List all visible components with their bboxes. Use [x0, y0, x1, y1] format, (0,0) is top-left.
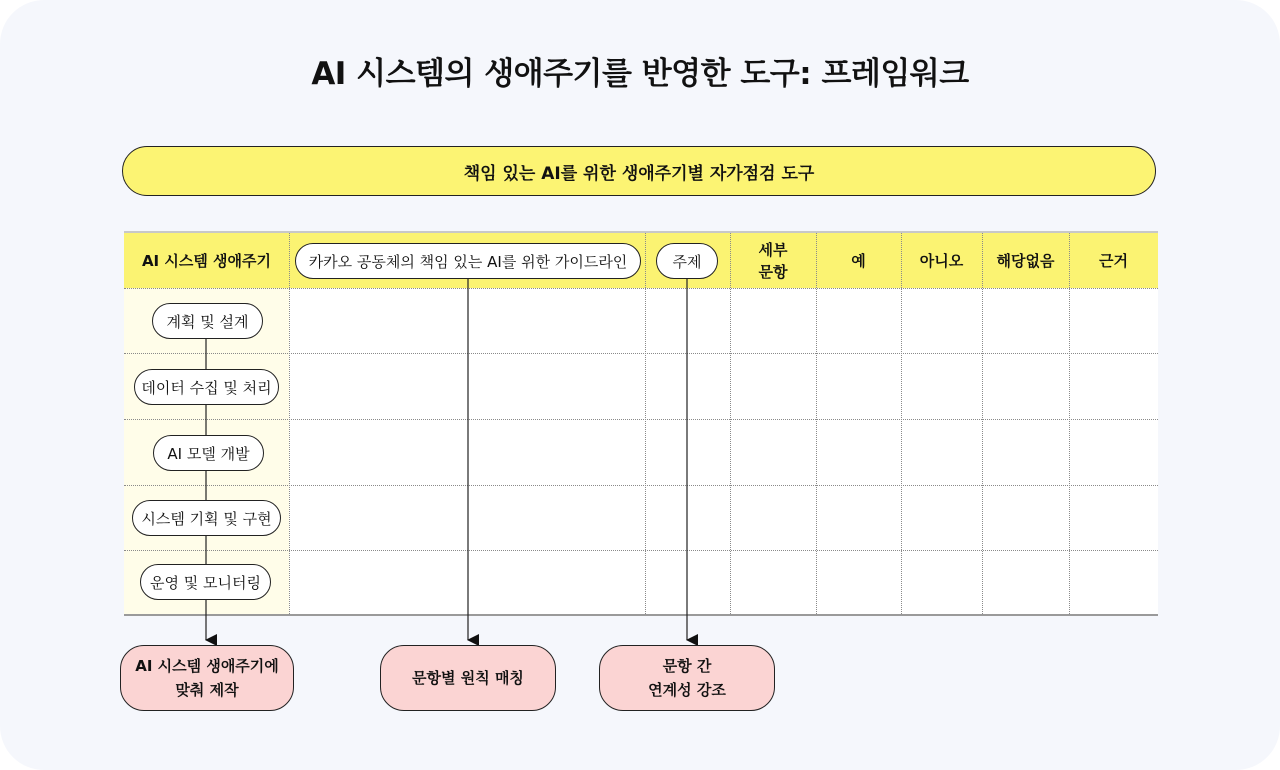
- row-divider: [124, 550, 1158, 551]
- header-lifecycle-label: AI 시스템 생애주기: [141, 251, 272, 270]
- column-divider: [730, 233, 731, 614]
- outcome-principle-match-label: 문항별 원칙 매칭: [412, 669, 524, 687]
- column-divider: [816, 233, 817, 614]
- row-divider: [124, 419, 1158, 420]
- header-lifecycle: [124, 233, 289, 288]
- header-detail-line1: 세부: [758, 240, 788, 259]
- stage-label: 시스템 기획 및 구현: [141, 509, 272, 528]
- outcome-linkage-line2: 연계성 강조: [648, 681, 726, 699]
- stage-label: 운영 및 모니터링: [150, 573, 261, 592]
- row-divider: [124, 288, 1158, 289]
- column-divider: [982, 233, 983, 614]
- stage-label: AI 모델 개발: [167, 444, 250, 463]
- stage-label: 계획 및 설계: [166, 312, 249, 331]
- stage-planning-design: [152, 303, 263, 339]
- row-divider: [124, 485, 1158, 486]
- table-bottom-rule: [124, 614, 1158, 616]
- header-topic-label: 주제: [672, 252, 702, 271]
- outcome-lifecycle-fit-line1: AI 시스템 생애주기에: [135, 657, 279, 675]
- header-guideline-label: 카카오 공동체의 책임 있는 AI를 위한 가이드라인: [308, 252, 628, 271]
- header-not-applicable: [982, 233, 1069, 288]
- column-divider: [901, 233, 902, 614]
- stage-operation-monitoring: [140, 564, 271, 600]
- header-guideline-pill: [295, 243, 641, 279]
- stage-system-implementation: [132, 500, 281, 536]
- header-basis-label: 근거: [1099, 251, 1128, 270]
- header-yes-label: 예: [851, 251, 866, 270]
- column-divider: [645, 233, 646, 614]
- stage-model-development: [153, 435, 264, 471]
- header-not-applicable-label: 해당없음: [996, 251, 1055, 270]
- header-detail: [730, 233, 816, 288]
- tool-banner: [122, 146, 1156, 196]
- header-yes: [816, 233, 901, 288]
- column-divider: [1069, 233, 1070, 614]
- column-divider: [289, 233, 290, 614]
- outcome-linkage: [599, 645, 775, 711]
- row-divider: [124, 353, 1158, 354]
- outcome-linkage-line1: 문항 간: [662, 657, 712, 675]
- outcome-principle-match: [380, 645, 556, 711]
- header-basis: [1069, 233, 1158, 288]
- tool-banner-label: 책임 있는 AI를 위한 생애주기별 자가점검 도구: [463, 163, 815, 184]
- outcome-lifecycle-fit-line2: 맞춰 제작: [175, 681, 239, 699]
- header-detail-line2: 문항: [758, 262, 788, 281]
- header-no-label: 아니오: [919, 251, 964, 270]
- page-title: AI 시스템의 생애주기를 반영한 도구: 프레임워크: [311, 56, 969, 92]
- stage-data-collection: [134, 369, 279, 405]
- header-topic-pill: [656, 243, 718, 279]
- stage-label: 데이터 수집 및 처리: [141, 378, 272, 397]
- header-no: [901, 233, 982, 288]
- outcome-lifecycle-fit: [120, 645, 294, 711]
